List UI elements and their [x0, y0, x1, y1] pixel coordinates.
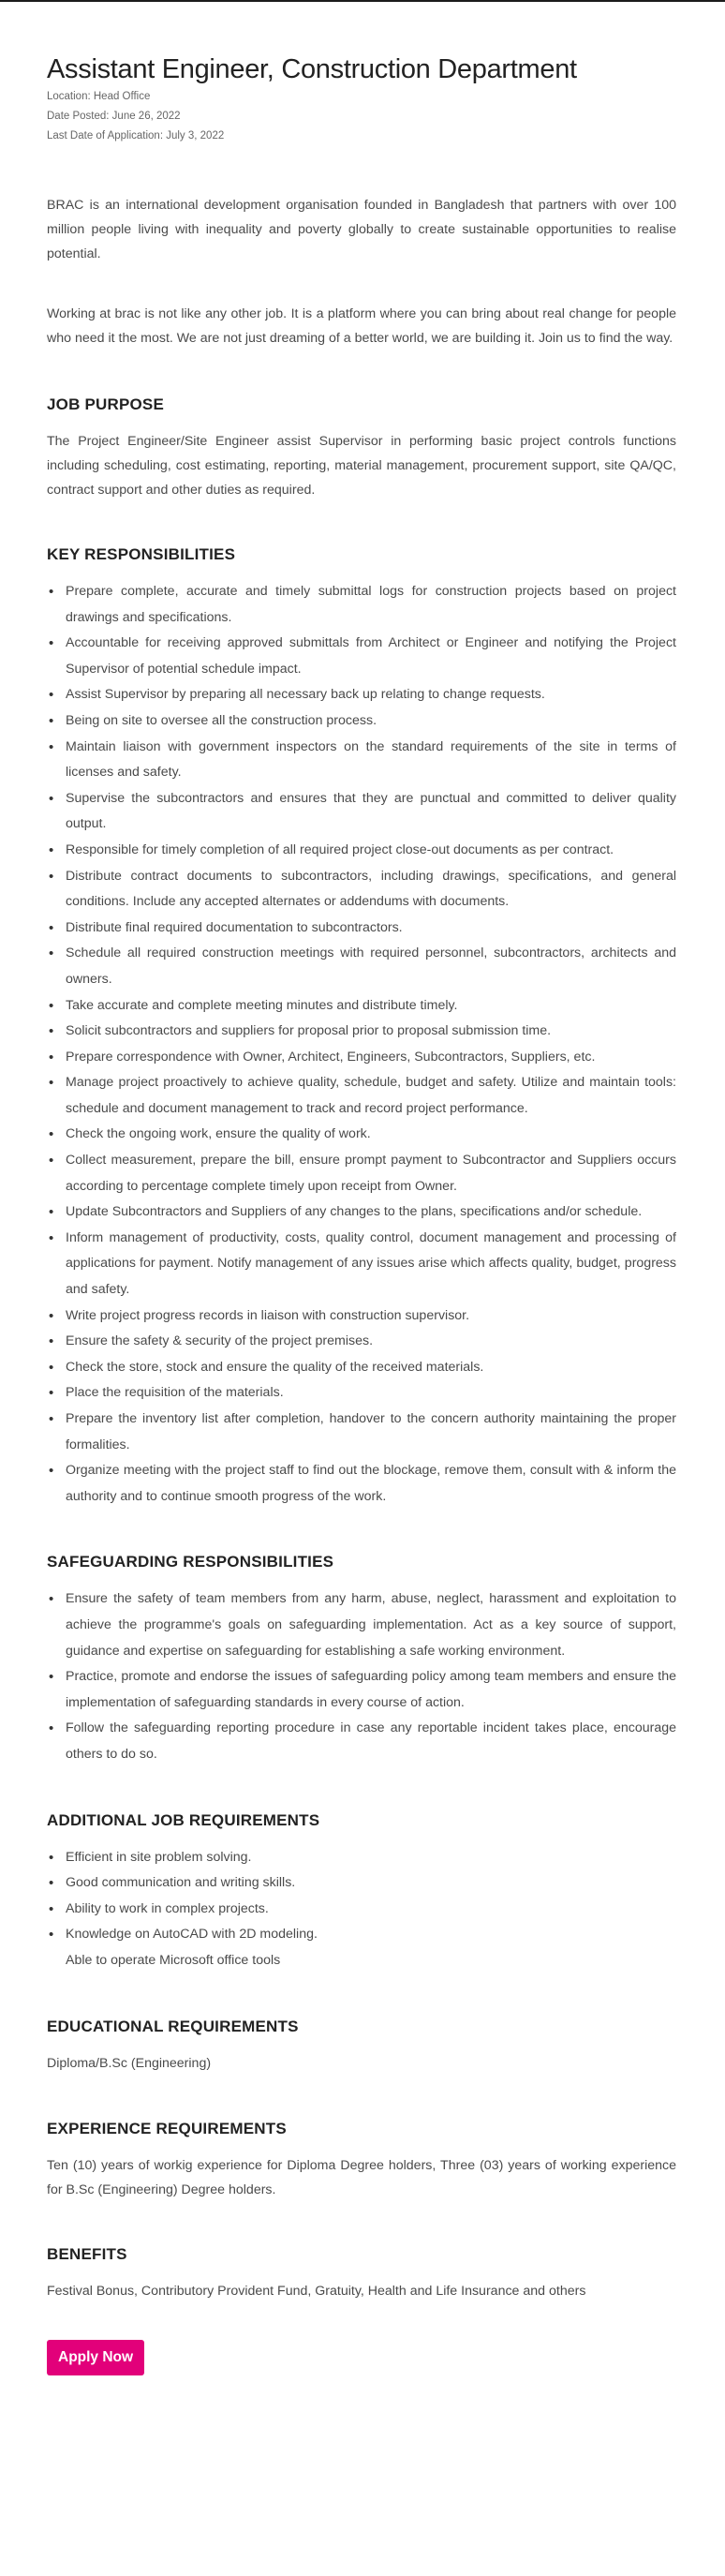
list-item: • Update Subcontractors and Suppliers of any changes to the plans, specifications and/or schedule. [47, 1199, 676, 1226]
list-item: • Inform management of productivity, costs, quality control, document management and processing of applications for payment. Notify management of any issues arise which affects quality, budget, progress and safety. [47, 1226, 676, 1303]
list-item: • Accountable for receiving approved submittals from Architect or Engineer and notifying the Project Supervisor of potential schedule impact. [47, 631, 676, 682]
list-item: • Knowledge on AutoCAD with 2D modeling. [47, 1922, 676, 1948]
list-item: • Schedule all required construction meetings with required personnel, subcontractors, architects and owners. [47, 941, 676, 992]
section-heading: EDUCATIONAL REQUIREMENTS [47, 2017, 299, 2035]
experience-requirements-section [47, 2118, 676, 2202]
date-posted-text: Date Posted: June 26, 2022 [47, 111, 181, 122]
experience-text: Ten (10) years of workig experience for Diploma Degree holders, Three (03) years of working experience for B.Sc (Engineering) Degree holders. [47, 2157, 676, 2197]
list-item: • Take accurate and complete meeting minutes and distribute timely. [47, 993, 676, 1020]
section-heading: BENEFITS [47, 2244, 127, 2263]
benefits-text: Festival Bonus, Contributory Provident Fund, Gratuity, Health and Life Insurance and others [47, 2283, 586, 2299]
list-item: • Efficient in site problem solving. [47, 1845, 676, 1871]
list-item: • Check the ongoing work, ensure the quality of work. [47, 1122, 676, 1148]
section-heading: KEY RESPONSIBILITIES [47, 545, 236, 563]
list-item: • Prepare correspondence with Owner, Architect, Engineers, Subcontractors, Suppliers, etc. [47, 1045, 676, 1071]
list-item: • Place the requisition of the materials. [47, 1380, 676, 1407]
section-heading: ADDITIONAL JOB REQUIREMENTS [47, 1810, 320, 1829]
list-item: • Organize meeting with the project staff to find out the blockage, remove them, consult with & inform the authority and to continue smooth progress of the work. [47, 1458, 676, 1510]
list-item: • Ensure the safety & security of the project premises. [47, 1329, 676, 1355]
list-item: • Ability to work in complex projects. [47, 1897, 676, 1923]
apply-now-button[interactable]: Apply Now [47, 2340, 144, 2375]
intro-paragraph: Working at brac is not like any other job. It is a platform where you can bring about real change for people who need it the most. We are not just dreaming of a better world, we are building it. Join us to find the way. [47, 306, 676, 346]
list-item: • Manage project proactively to achieve quality, schedule, budget and safety. Utilize and maintain tools: schedule and document management to track and record project performance. [47, 1070, 676, 1122]
key-responsibilities-section [47, 543, 676, 1510]
job-purpose-section [47, 394, 676, 502]
list-item: • Prepare the inventory list after completion, handover to the concern authority maintaining the proper formalities. [47, 1407, 676, 1458]
list-item: • Good communication and writing skills. [47, 1870, 676, 1897]
job-posting [0, 2, 725, 2375]
education-text: Diploma/B.Sc (Engineering) [47, 2055, 212, 2071]
responsibilities-list [47, 579, 676, 1510]
benefits-section [47, 2243, 676, 2304]
safeguarding-section [47, 1551, 676, 1767]
list-item: • Check the store, stock and ensure the quality of the received materials. [47, 1355, 676, 1381]
intro-paragraph: BRAC is an international development organisation founded in Bangladesh that partners with over 100 million people living with inequality and poverty globally to create sustainable opportunities to realise potential. [47, 198, 676, 261]
list-item: • Write project progress records in liaison with construction supervisor. [47, 1303, 676, 1330]
list-item: • Distribute contract documents to subcontractors, including drawings, specifications, and general conditions. Include any accepted alternates or addendums with documents. [47, 864, 676, 916]
list-item: • Prepare complete, accurate and timely submittal logs for construction projects based on project drawings and specifications. [47, 579, 676, 631]
list-item: • Maintain liaison with government inspectors on the standard requirements of the site in terms of licenses and safety. [47, 735, 676, 786]
list-item: • Assist Supervisor by preparing all necessary back up relating to change requests. [47, 682, 676, 708]
safeguarding-list [47, 1586, 676, 1767]
section-heading: JOB PURPOSE [47, 395, 165, 413]
list-item: • Solicit subcontractors and suppliers for proposal prior to proposal submission time. [47, 1019, 676, 1045]
additional-requirements-list [47, 1845, 676, 1948]
list-item: • Being on site to oversee all the construction process. [47, 708, 676, 735]
section-heading: EXPERIENCE REQUIREMENTS [47, 2119, 287, 2137]
list-item: • Follow the safeguarding reporting procedure in case any reportable incident takes place, encourage others to do so. [47, 1716, 676, 1767]
location-text: Location: Head Office [47, 91, 151, 102]
list-item: • Responsible for timely completion of all required project close-out documents as per contract. [47, 838, 676, 864]
additional-extra-line: Able to operate Microsoft office tools [66, 1952, 281, 1968]
list-item: • Supervise the subcontractors and ensures that they are punctual and committed to deliver quality output. [47, 786, 676, 838]
section-heading: SAFEGUARDING RESPONSIBILITIES [47, 1553, 334, 1571]
page-title: Assistant Engineer, Construction Department [47, 54, 577, 84]
list-item: • Distribute final required documentation to subcontractors. [47, 916, 676, 942]
additional-requirements-section [47, 1809, 676, 1974]
job-meta [47, 87, 676, 146]
educational-requirements-section [47, 2016, 676, 2077]
last-date-text: Last Date of Application: July 3, 2022 [47, 130, 225, 141]
job-purpose-text: The Project Engineer/Site Engineer assist Supervisor in performing basic project controls functions including scheduling, cost estimating, reporting, material management, procurement support, site QA/QC, contract support and other duties as required. [47, 434, 676, 498]
list-item: • Ensure the safety of team members from any harm, abuse, neglect, harassment and exploitation to achieve the programme's goals on safeguarding implementation. Act as a key source of support, guidance and expertise on safeguarding for establishing a safe working environment. [47, 1586, 676, 1664]
list-item: • Practice, promote and endorse the issues of safeguarding policy among team members and ensure the implementation of safeguarding standards in every course of action. [47, 1664, 676, 1716]
list-item: • Collect measurement, prepare the bill, ensure prompt payment to Subcontractor and Suppliers occurs according to percentage complete timely upon receipt from Owner. [47, 1148, 676, 1199]
